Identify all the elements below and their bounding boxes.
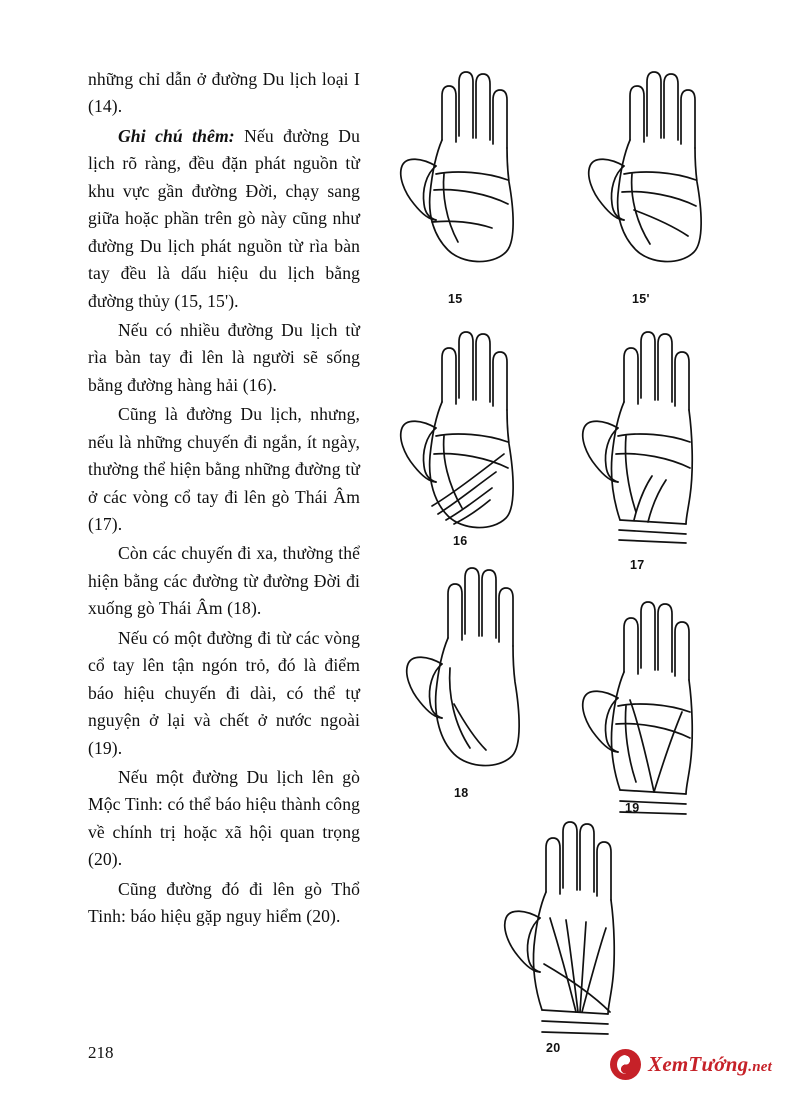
paragraph-7: Nếu một đường Du lịch lên gò Mộc Tinh: có thể báo hiệu thành công về chính trị hoặc xã hội quan trọng (20).	[88, 766, 360, 870]
figure-label-19: 19	[625, 801, 640, 815]
watermark-suffix: .net	[748, 1059, 772, 1075]
paragraph-2-lead: Ghi chú thêm:	[118, 125, 235, 146]
figure-label-20: 20	[546, 1041, 561, 1055]
figure-palm-16	[392, 328, 552, 568]
yin-yang-icon	[610, 1049, 641, 1080]
paragraph-1: những chỉ dẫn ở đường Du lịch loại I (14).	[88, 69, 360, 117]
paragraph-6: Nếu có một đường đi từ các vòng cổ tay lên tận ngón trỏ, đó là điểm báo hiệu chuyến đi dài, có thể tự nguyện ở lại và chết ở nước ngoài (19).	[88, 627, 360, 758]
watermark-name2: Tướng	[688, 1052, 749, 1076]
figure-column	[378, 56, 758, 1066]
figure-label-18: 18	[454, 786, 469, 800]
watermark-text	[648, 1052, 772, 1077]
paragraph-2	[88, 123, 360, 315]
paragraph-2-body: Nếu đường Du lịch rõ ràng, đều đặn phát nguồn từ khu vực gần đường Đời, chạy sang giữa hoặc phần trên gò này cũng như đường Du lịch phát nguồn từ rìa bàn tay đều là dấu hiệu du lịch bằng đường thủy (15, 15').	[88, 125, 360, 311]
page-number: 218	[88, 1043, 114, 1062]
figure-palm-17	[576, 328, 736, 578]
paragraph-8: Cũng đường đó đi lên gò Thổ Tinh: báo hiệu gặp nguy hiểm (20).	[88, 878, 360, 927]
figure-palm-15-prime	[584, 70, 734, 295]
figure-label-15: 15	[448, 292, 463, 306]
figure-label-17: 17	[630, 558, 645, 572]
figure-palm-15	[396, 70, 546, 295]
figure-palm-18	[400, 564, 555, 799]
paragraph-3: Nếu có nhiều đường Du lịch từ rìa bàn tay đi lên là người sẽ sống bằng đường hàng hải (16).	[88, 319, 360, 395]
figure-palm-20	[498, 816, 658, 1066]
figure-label-15-prime: 15'	[632, 292, 650, 306]
text-column	[88, 66, 360, 933]
paragraph-4: Cũng là đường Du lịch, nhưng, nếu là những chuyến đi ngắn, ít ngày, thường thể hiện bằng những đường từ ở các vòng cổ tay đi lên gò Thái Âm (17).	[88, 404, 360, 534]
watermark-logo	[610, 1049, 772, 1080]
figure-label-16: 16	[453, 534, 468, 548]
watermark-name: Xem	[648, 1052, 689, 1076]
paragraph-5: Còn các chuyến đi xa, thường thể hiện bằng các đường từ đường Đời đi xuống gò Thái Âm (18).	[88, 543, 360, 619]
figure-palm-19	[576, 596, 736, 846]
